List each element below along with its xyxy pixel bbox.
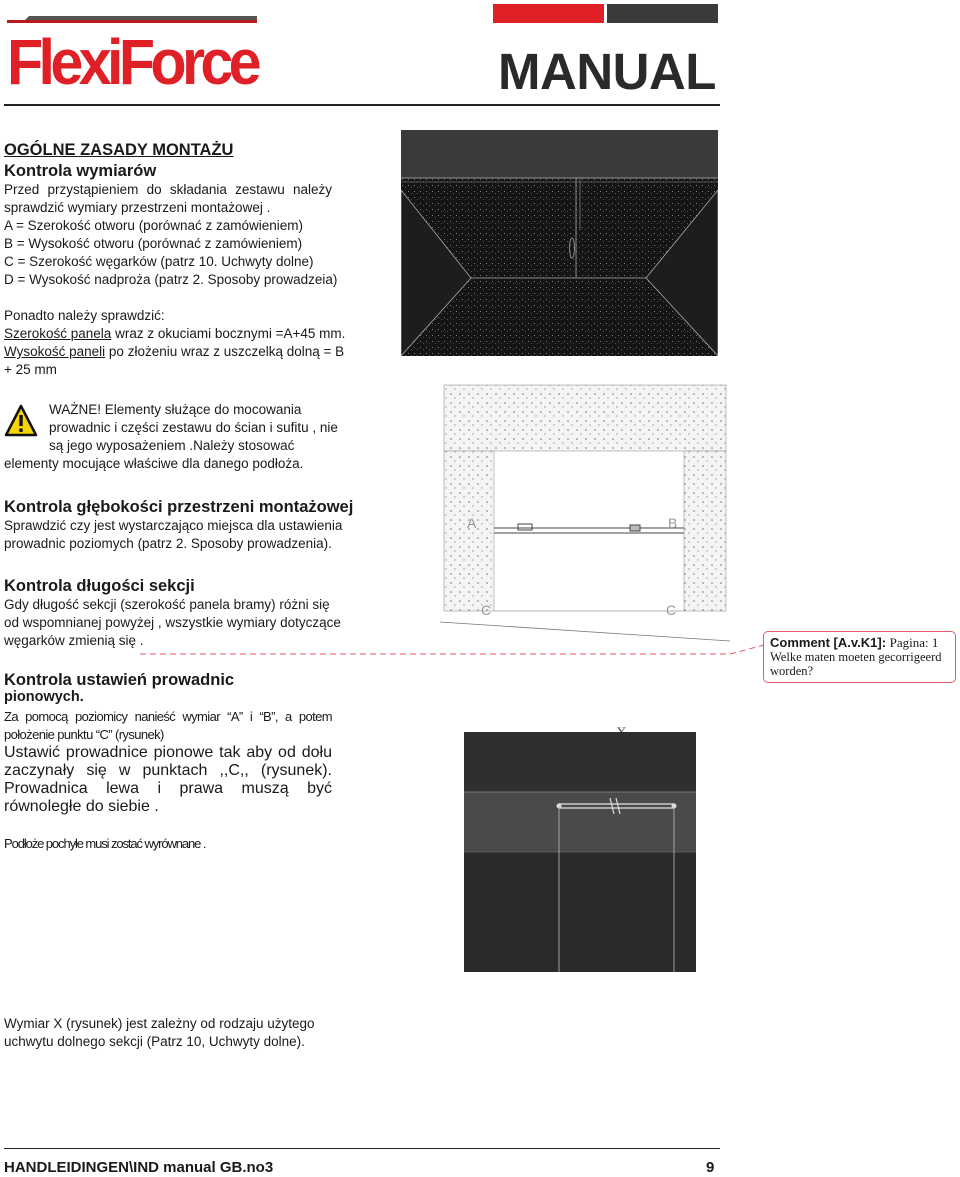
review-comment[interactable] bbox=[763, 631, 956, 683]
length-line-1: Gdy długość sekcji (szerokość panela bramy) różni się bbox=[4, 597, 330, 612]
section-heading-length: Kontrola długości sekcji bbox=[4, 577, 195, 595]
check-panel-height-value: po złożeniu wraz z uszczelką dolną = B bbox=[105, 344, 345, 359]
intro-line-2: sprawdzić wymiary przestrzeni montażowej . bbox=[4, 200, 271, 215]
check-panel-width-value: wraz z okuciami bocznymi =A+45 mm. bbox=[111, 326, 346, 341]
comment-connector bbox=[140, 640, 768, 660]
warning-line-1: WAŻNE! Elementy służące do mocowania bbox=[49, 402, 302, 417]
label-c-right: C bbox=[666, 602, 677, 618]
footer-rule bbox=[4, 1148, 720, 1149]
label-a: A bbox=[467, 515, 477, 531]
opening-drawing bbox=[440, 382, 730, 654]
warning-line-3: są jego wyposażeniem .Należy stosować bbox=[49, 438, 295, 453]
diagram-rails-x bbox=[464, 722, 696, 972]
flexiforce-logo bbox=[5, 14, 265, 94]
header-rule bbox=[4, 104, 720, 106]
intro-line-1-text: Przed przystąpieniem do składania zestawu należy bbox=[4, 182, 332, 197]
x-note-line-2: uchwytu dolnego sekcji (Patrz 10, Uchwyty dolne). bbox=[4, 1034, 305, 1049]
big-line-1-text: Ustawić prowadnice pionowe tak aby od dołu bbox=[4, 744, 332, 761]
diagram-opening-dims bbox=[440, 382, 730, 654]
rails-drawing bbox=[464, 722, 696, 972]
check-panel-width bbox=[4, 325, 345, 343]
big-line-3-text: Prowadnica lewa i prawa muszą być bbox=[4, 780, 332, 797]
length-line-2: od wspomnianej powyżej , wszystkie wymiary dotyczące bbox=[4, 615, 341, 630]
big-line-1 bbox=[4, 744, 332, 762]
level-line-1 bbox=[4, 708, 332, 726]
perspective-drawing bbox=[401, 130, 718, 356]
check-panel-height-label: Wysokość paneli bbox=[4, 344, 106, 359]
header-bar-red bbox=[493, 4, 604, 23]
subheading-vertical: pionowych. bbox=[4, 689, 84, 705]
diagram-opening-perspective bbox=[401, 130, 718, 356]
logo bbox=[5, 14, 265, 94]
warning-icon bbox=[4, 404, 38, 438]
label-c-left: C bbox=[481, 602, 492, 618]
level-line-2: położenie punktu “C” (rysunek) bbox=[4, 727, 164, 742]
warning-line-4: elementy mocujące właściwe dla danego podłoża. bbox=[4, 456, 304, 471]
length-line-3: węgarków zmienią się . bbox=[4, 633, 144, 648]
comment-body: Welke maten moeten gecorrigeerd worden? bbox=[770, 650, 942, 678]
dim-d: D = Wysokość nadproża (patrz 2. Sposoby prowadzeia) bbox=[4, 272, 338, 287]
depth-line-2: prowadnic poziomych (patrz 2. Sposoby prowadzenia). bbox=[4, 536, 332, 551]
check-panel-height-2: + 25 mm bbox=[4, 362, 57, 377]
big-line-3 bbox=[4, 780, 332, 798]
section-heading-alignment: Kontrola ustawień prowadnic bbox=[4, 671, 235, 689]
comment-page: Pagina: 1 bbox=[889, 635, 939, 650]
comment-header bbox=[770, 635, 949, 650]
logo-text: FlexiForce bbox=[7, 26, 261, 94]
level-line-1-text: Za pomocą poziomicy nanieść wymiar “A” i “B”, a potem bbox=[4, 709, 332, 724]
also-check: Ponadto należy sprawdzić: bbox=[4, 308, 165, 323]
section-heading-depth: Kontrola głębokości przestrzeni montażowej bbox=[4, 498, 354, 516]
depth-line-1: Sprawdzić czy jest wystarczająco miejsca dla ustawienia bbox=[4, 518, 343, 533]
footer-path: HANDLEIDINGEN\IND manual GB.no3 bbox=[4, 1159, 274, 1176]
comment-label: Comment [A.v.K1]: bbox=[770, 635, 887, 650]
big-line-4: równoległe do siebie . bbox=[4, 798, 159, 815]
label-b: B bbox=[668, 515, 678, 531]
check-panel-width-label: Szerokość panela bbox=[4, 326, 112, 341]
x-note-line-1: Wymiar X (rysunek) jest zależny od rodzaju użytego bbox=[4, 1016, 315, 1031]
intro-line-1 bbox=[4, 181, 332, 199]
section-heading-general: OGÓLNE ZASADY MONTAŻU bbox=[4, 141, 234, 159]
dim-b: B = Wysokość otworu (porównać z zamówieniem) bbox=[4, 236, 303, 251]
big-line-2 bbox=[4, 762, 332, 780]
subheading-dimensions: Kontrola wymiarów bbox=[4, 162, 157, 180]
manual-title: MANUAL bbox=[498, 43, 716, 100]
dim-c: C = Szerokość węgarków (patrz 10. Uchwyty dolne) bbox=[4, 254, 314, 269]
header-bar-dark bbox=[607, 4, 718, 23]
warning-line-2: prowadnic i części zestawu do ścian i sufitu , nie bbox=[49, 420, 338, 435]
check-panel-height bbox=[4, 343, 344, 361]
floor-note: Podłoże pochyłe musi zostać wyrównane . bbox=[4, 836, 206, 851]
big-line-2-text: zaczynały się w punktach ,,C,, (rysunek). bbox=[4, 762, 332, 779]
page-number: 9 bbox=[706, 1159, 715, 1176]
dim-a: A = Szerokość otworu (porównać z zamówieniem) bbox=[4, 218, 303, 233]
